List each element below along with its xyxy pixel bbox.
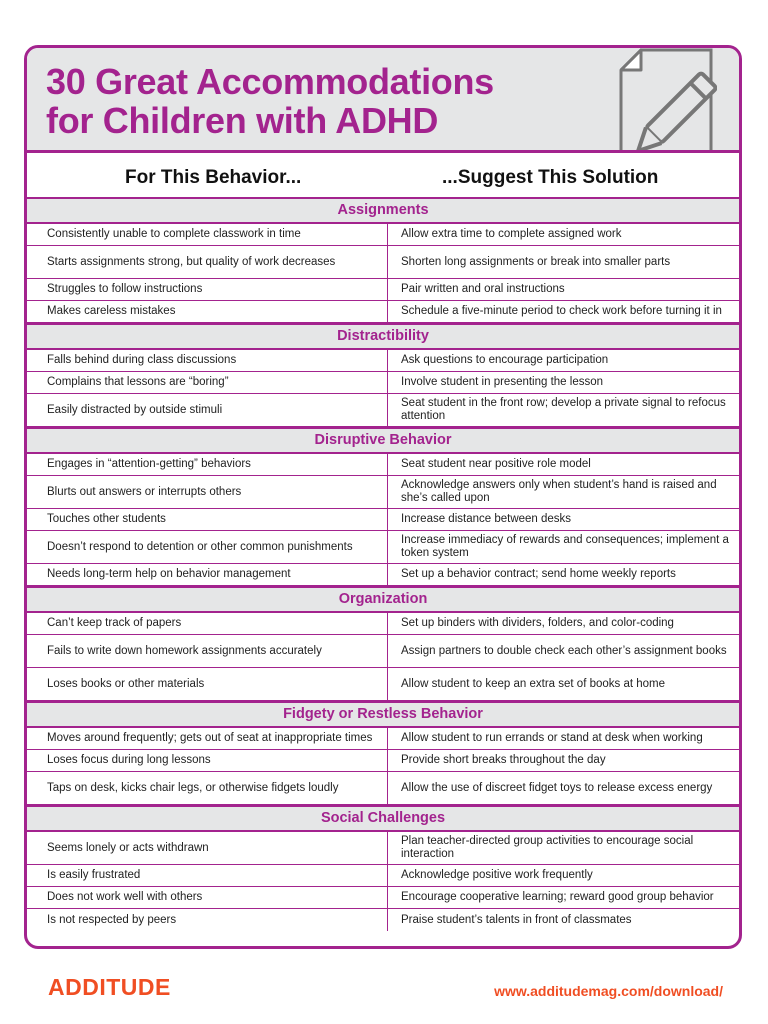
solution-cell: Seat student in the front row; develop a private signal to refocus attention <box>401 397 726 422</box>
solution-cell: Plan teacher-directed group activities to encourage social interaction <box>401 835 694 860</box>
solution-cell: Shorten long assignments or break into smaller parts <box>401 255 671 268</box>
section-header: Organization <box>27 586 739 613</box>
accommodations-card <box>24 45 742 949</box>
behavior-cell: Falls behind during class discussions <box>27 350 388 371</box>
behavior-cell: Complains that lessons are “boring” <box>27 372 388 393</box>
solution-cell: Set up binders with dividers, folders, and color-coding <box>401 617 674 629</box>
solution-cell: Seat student near positive role model <box>401 458 591 470</box>
table-row <box>27 909 739 931</box>
behavior-cell: Is not respected by peers <box>27 909 388 931</box>
solution-cell: Increase immediacy of rewards and consequences; implement a token system <box>401 534 729 559</box>
solution-cell: Allow the use of discreet fidget toys to release excess energy <box>401 781 713 794</box>
table-row <box>27 454 739 476</box>
behavior-cell: Touches other students <box>27 509 388 530</box>
table-row <box>27 246 739 279</box>
table-row <box>27 668 739 701</box>
title-line-2: for Children with ADHD <box>46 100 439 141</box>
behavior-cell: Starts assignments strong, but quality of work decreases <box>27 246 388 278</box>
table-row <box>27 301 739 323</box>
page-title <box>46 62 494 140</box>
table-row <box>27 832 739 865</box>
table-row <box>27 613 739 635</box>
header <box>27 48 739 150</box>
table-row <box>27 635 739 668</box>
behavior-column-header: For This Behavior... <box>125 167 302 188</box>
pencil-paper-icon <box>607 45 717 158</box>
table-row <box>27 564 739 586</box>
solution-column-header: ...Suggest This Solution <box>442 167 659 188</box>
behavior-cell: Consistently unable to complete classwork in time <box>27 224 388 245</box>
table-row <box>27 509 739 531</box>
table-row <box>27 772 739 805</box>
behavior-cell: Moves around frequently; gets out of seat at inappropriate times <box>27 728 388 749</box>
behavior-cell: Taps on desk, kicks chair legs, or otherwise fidgets loudly <box>27 772 388 804</box>
behavior-cell: Makes careless mistakes <box>27 301 388 322</box>
accommodations-table <box>27 197 739 931</box>
solution-cell: Ask questions to encourage participation <box>401 354 609 366</box>
table-row <box>27 224 739 246</box>
behavior-cell: Blurts out answers or interrupts others <box>27 476 388 508</box>
behavior-cell: Engages in “attention-getting” behaviors <box>27 454 388 475</box>
title-line-1: 30 Great Accommodations <box>46 61 494 102</box>
column-headers <box>27 150 739 197</box>
solution-cell: Allow extra time to complete assigned work <box>401 228 622 240</box>
additude-logo: ADDITUDE <box>48 974 171 1000</box>
section-header: Social Challenges <box>27 805 739 832</box>
solution-cell: Provide short breaks throughout the day <box>401 754 606 766</box>
section-header: Assignments <box>27 197 739 224</box>
solution-cell: Acknowledge answers only when student’s hand is raised and she’s called upon <box>401 479 717 504</box>
solution-cell: Pair written and oral instructions <box>401 283 565 295</box>
solution-cell: Praise student’s talents in front of classmates <box>401 913 632 926</box>
table-row <box>27 887 739 909</box>
solution-cell: Allow student to keep an extra set of books at home <box>401 677 666 690</box>
solution-cell: Acknowledge positive work frequently <box>401 869 593 881</box>
solution-cell: Set up a behavior contract; send home weekly reports <box>401 568 676 580</box>
behavior-cell: Doesn’t respond to detention or other common punishments <box>27 531 388 563</box>
table-row <box>27 750 739 772</box>
behavior-cell: Fails to write down homework assignments accurately <box>27 635 388 667</box>
section-header: Fidgety or Restless Behavior <box>27 701 739 728</box>
behavior-cell: Is easily frustrated <box>27 865 388 886</box>
solution-cell: Assign partners to double check each other’s assignment books <box>401 644 727 657</box>
behavior-cell: Needs long-term help on behavior management <box>27 564 388 585</box>
behavior-cell: Struggles to follow instructions <box>27 279 388 300</box>
solution-cell: Schedule a five-minute period to check work before turning it in <box>401 305 722 317</box>
table-row <box>27 279 739 301</box>
table-row <box>27 350 739 372</box>
download-link[interactable]: www.additudemag.com/download/ <box>494 983 723 999</box>
table-row <box>27 394 739 427</box>
table-row <box>27 476 739 509</box>
solution-cell: Involve student in presenting the lesson <box>401 376 604 388</box>
solution-cell: Allow student to run errands or stand at desk when working <box>401 732 703 744</box>
behavior-cell: Loses books or other materials <box>27 668 388 700</box>
table-row <box>27 728 739 750</box>
table-row <box>27 372 739 394</box>
solution-cell: Increase distance between desks <box>401 513 572 525</box>
section-header: Disruptive Behavior <box>27 427 739 454</box>
solution-cell: Encourage cooperative learning; reward good group behavior <box>401 891 714 903</box>
behavior-cell: Can’t keep track of papers <box>27 613 388 634</box>
table-row <box>27 865 739 887</box>
behavior-cell: Seems lonely or acts withdrawn <box>27 832 388 864</box>
behavior-cell: Loses focus during long lessons <box>27 750 388 771</box>
behavior-cell: Easily distracted by outside stimuli <box>27 394 388 426</box>
table-row <box>27 531 739 564</box>
behavior-cell: Does not work well with others <box>27 887 388 908</box>
section-header: Distractibility <box>27 323 739 350</box>
